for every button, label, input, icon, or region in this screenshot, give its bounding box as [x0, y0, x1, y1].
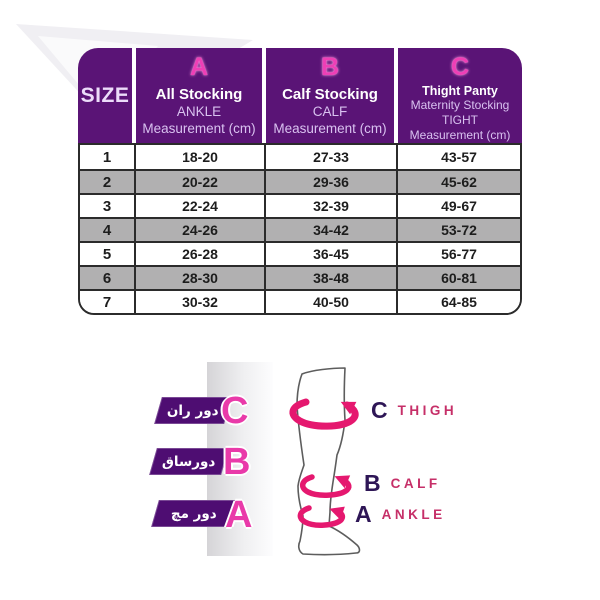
- size-cell: 7: [80, 291, 136, 313]
- table-row: [80, 241, 520, 265]
- table-row: [80, 289, 520, 313]
- thigh-label-group: [371, 399, 457, 422]
- banner-letter-a: A: [225, 494, 253, 536]
- leg-illustration: [280, 360, 460, 565]
- ankle-cell: 30-32: [136, 291, 266, 313]
- thigh-letter: C: [371, 397, 388, 423]
- size-cell: 1: [80, 145, 136, 169]
- column-b-unit: Measurement (cm): [273, 121, 387, 137]
- column-c-subtitle: Maternity Stocking: [410, 98, 510, 112]
- tight-cell: 56-77: [441, 246, 477, 262]
- calf-label-group: [364, 472, 441, 495]
- banner-thigh-label: دور ران: [167, 402, 219, 419]
- ankle-cell: 28-30: [136, 267, 266, 289]
- ankle-label-group: [355, 503, 446, 526]
- calf-cell: 36-45: [266, 243, 398, 265]
- calf-cell: 38-48: [266, 267, 398, 289]
- header-cell-size: [78, 48, 136, 143]
- ankle-letter: A: [355, 501, 372, 527]
- ankle-cell: 18-20: [136, 145, 266, 169]
- column-c-unit: Measurement (cm): [409, 128, 511, 142]
- tight-cell: 64-85: [441, 294, 477, 310]
- thigh-word: THIGH: [397, 403, 458, 418]
- size-header-label: SIZE: [80, 83, 130, 107]
- size-cell: 5: [80, 243, 136, 265]
- size-cell: 3: [80, 195, 136, 217]
- ankle-word: ANKLE: [381, 507, 446, 522]
- tight-cell: 43-57: [441, 149, 477, 165]
- tight-cell: 45-62: [441, 174, 477, 190]
- banner-letter-c: C: [221, 390, 249, 432]
- column-a-unit: Measurement (cm): [142, 121, 256, 137]
- tight-cell: 49-67: [441, 198, 477, 214]
- banner-letter-b: B: [223, 441, 251, 483]
- tight-cell: 60-81: [441, 270, 477, 286]
- column-b-subtitle: CALF: [312, 104, 348, 119]
- ankle-cell: 26-28: [136, 243, 266, 265]
- header-cell-a: [136, 48, 266, 143]
- column-c-title: Thight Panty: [422, 84, 498, 98]
- ankle-cell: 24-26: [136, 219, 266, 241]
- column-c-subtitle2: TIGHT: [442, 113, 478, 127]
- banner-calf: [149, 448, 229, 475]
- calf-cell: 29-36: [266, 171, 398, 193]
- column-letter-a: A: [189, 53, 209, 81]
- size-cell: 6: [80, 267, 136, 289]
- table-row: [80, 145, 520, 169]
- table-row: [80, 265, 520, 289]
- table-row: [80, 217, 520, 241]
- calf-cell: 32-39: [266, 195, 398, 217]
- banner-calf-label: دورساق: [162, 453, 216, 470]
- calf-word: CALF: [390, 476, 441, 491]
- size-cell: 2: [80, 171, 136, 193]
- banner-ankle: [151, 500, 237, 527]
- column-b-title: Calf Stocking: [282, 86, 378, 103]
- calf-cell: 27-33: [266, 145, 398, 169]
- tight-cell: 53-72: [441, 222, 477, 238]
- column-a-subtitle: ANKLE: [176, 104, 222, 119]
- size-table: [78, 48, 522, 315]
- size-cell: 4: [80, 219, 136, 241]
- table-row: [80, 193, 520, 217]
- calf-cell: 34-42: [266, 219, 398, 241]
- ankle-cell: 20-22: [136, 171, 266, 193]
- table-body: [78, 143, 522, 315]
- ankle-cell: 22-24: [136, 195, 266, 217]
- banner-ankle-label: دور مچ: [171, 505, 217, 522]
- column-letter-b: B: [320, 53, 340, 81]
- table-row: [80, 169, 520, 193]
- table-header: [78, 48, 522, 143]
- calf-letter: B: [364, 470, 381, 496]
- column-a-title: All Stocking: [155, 86, 243, 103]
- calf-cell: 40-50: [266, 291, 398, 313]
- header-cell-c: [398, 48, 522, 143]
- header-cell-b: [266, 48, 398, 143]
- column-letter-c: C: [450, 53, 470, 81]
